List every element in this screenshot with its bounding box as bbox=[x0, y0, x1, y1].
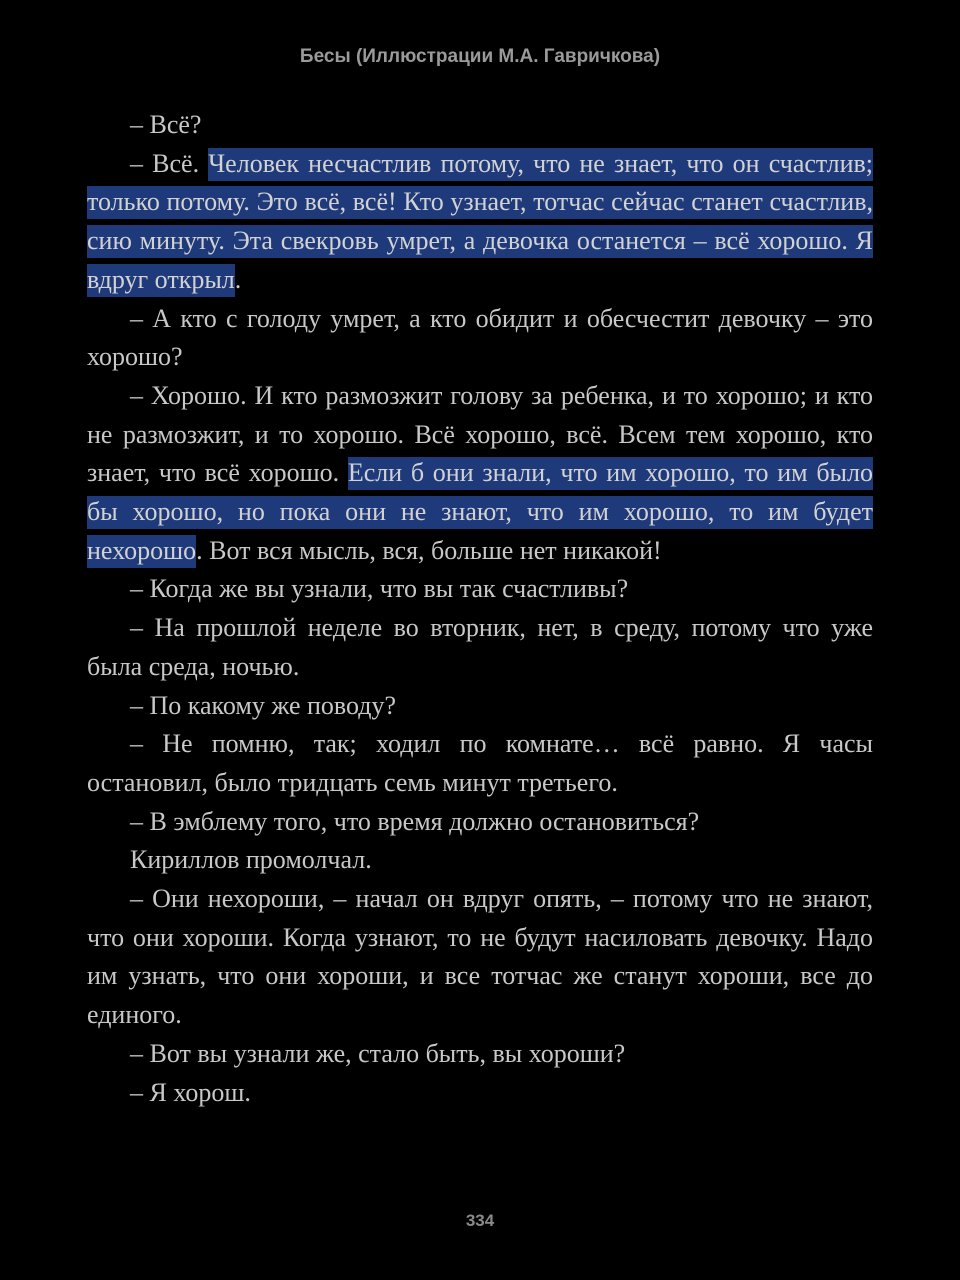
paragraph-text: – Вот вы узнали же, стало быть, вы хороши? bbox=[130, 1038, 626, 1068]
paragraph-text: – Они нехороши, – начал он вдруг опять, – потому что не знают, что они хороши. Когда узнают, то не будут насиловать девочку. Надо им узнать, что они хороши, и все тотчас же станут хороши, все до единого. bbox=[87, 884, 873, 1030]
text-highlight[interactable]: Если б они знали, что им хорошо, то им было бы хорошо, но пока они не знают, что им хорошо, то им будет нехорошо bbox=[87, 457, 873, 567]
paragraph-text: – Всё. bbox=[130, 148, 209, 178]
paragraph bbox=[87, 106, 873, 145]
paragraph bbox=[87, 1035, 873, 1074]
paragraph bbox=[87, 609, 873, 686]
paragraph-text: – Я хорош. bbox=[130, 1077, 251, 1107]
paragraph-text: – Всё? bbox=[130, 110, 202, 139]
page-number: 334 bbox=[465, 1211, 495, 1230]
paragraph-text: . bbox=[234, 264, 242, 294]
book-title: Бесы (Иллюстрации М.А. Гавричкова) bbox=[299, 46, 661, 67]
paragraph bbox=[87, 803, 873, 842]
paragraph-text: – Хорошо. И кто размозжит голову за ребенка, и то хорошо; и кто не размозжит, и то хорошо. Всё хорошо, всё. Всем тем хорошо, кто знает, что всё хорошо. bbox=[87, 380, 873, 488]
paragraph-text: – А кто с голоду умрет, а кто обидит и обесчестит девочку – это хорошо? bbox=[87, 303, 873, 372]
paragraph bbox=[87, 687, 873, 726]
paragraph-text: – Когда же вы узнали, что вы так счастливы? bbox=[130, 574, 629, 604]
paragraph bbox=[87, 1074, 873, 1113]
paragraph bbox=[87, 725, 873, 802]
paragraph bbox=[87, 300, 873, 377]
paragraph-text: – В эмблему того, что время должно остановиться? bbox=[130, 806, 700, 836]
paragraph bbox=[87, 377, 873, 571]
paragraph bbox=[87, 145, 873, 300]
paragraph-text: – Не помню, так; ходил по комнате… всё равно. Я часы остановил, было тридцать семь минут третьего. bbox=[87, 729, 873, 797]
paragraph-text: – На прошлой неделе во вторник, нет, в среду, потому что уже была среда, ночью. bbox=[87, 613, 873, 681]
paragraph bbox=[87, 880, 873, 1035]
page-text[interactable] bbox=[87, 106, 873, 1112]
paragraph bbox=[87, 570, 873, 609]
paragraph-text: Кириллов промолчал. bbox=[130, 845, 372, 875]
paragraph-text: . Вот вся мысль, вся, больше нет никакой! bbox=[196, 535, 662, 565]
text-highlight[interactable]: Человек несчастлив потому, что не знает, что он счастлив; только потому. Это всё, всё! Кто узнает, тотчас сейчас станет счастлив, сию минуту. Эта свекровь умрет, а девочка останется – всё хорошо. Я вдруг открыл bbox=[87, 148, 873, 297]
paragraph bbox=[87, 841, 873, 880]
paragraph-text: – По какому же поводу? bbox=[130, 690, 397, 720]
